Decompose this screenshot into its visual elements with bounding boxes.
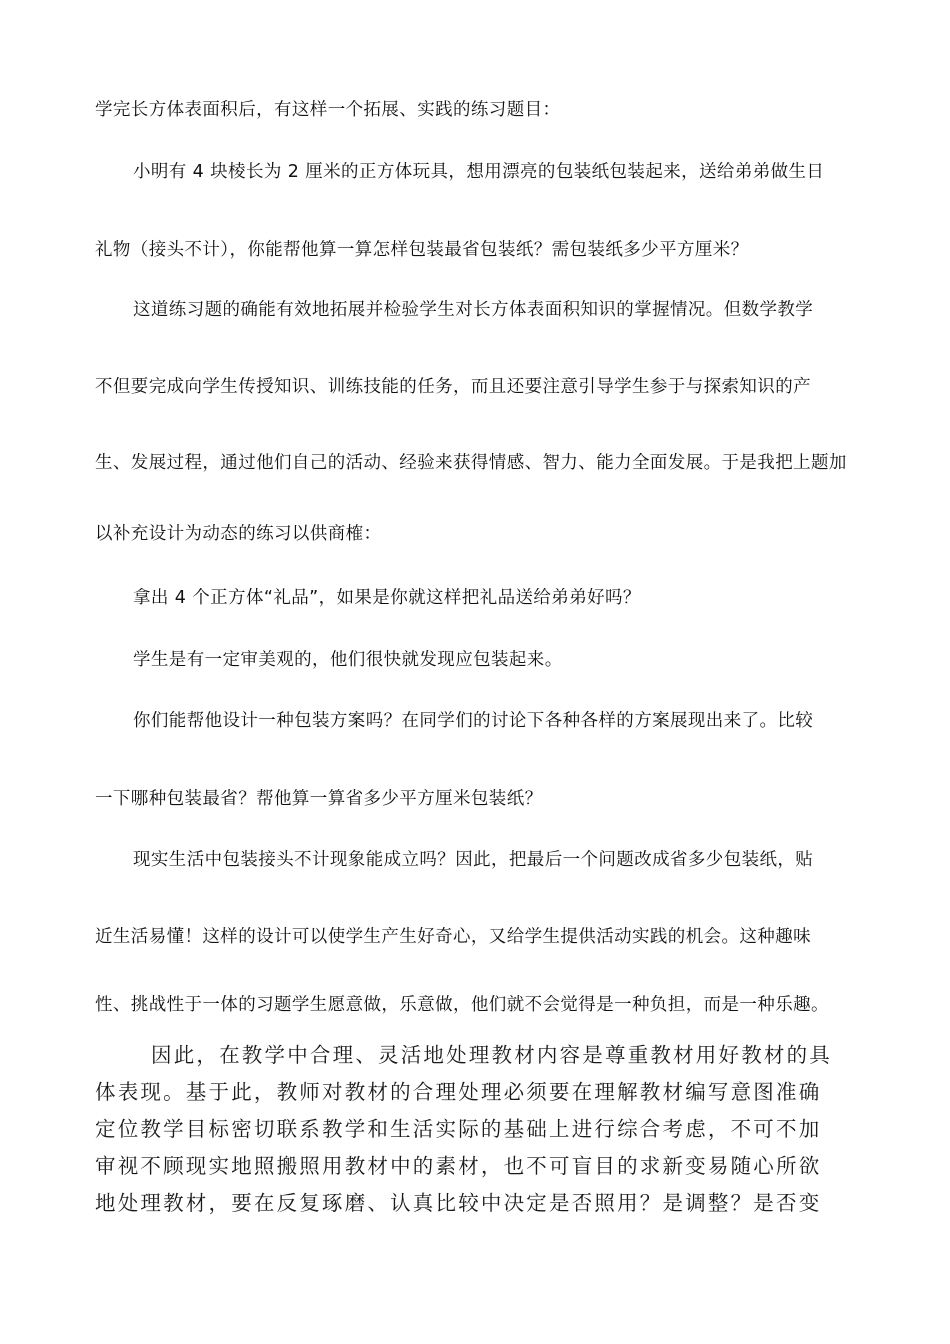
serif-text-line: 定位教学目标密切联系教学和生活实际的基础上进行综合考虑，不可不加: [95, 1117, 822, 1141]
serif-text-line: 体表现。基于此，教师对教材的合理处理必须要在理解教材编写意图准确: [95, 1080, 822, 1104]
text-line: 性、挑战性于一体的习题学生愿意做，乐意做，他们就不会觉得是一种负担，而是一种乐趣。: [95, 995, 829, 1015]
text-line: 不但要完成向学生传授知识、训练技能的任务，而且还要注意引导学生参于与探索知识的产: [95, 377, 811, 397]
text-line: 你们能帮他设计一种包装方案吗？在同学们的讨论下各种各样的方案展现出来了。比较: [133, 711, 814, 731]
text-line: 现实生活中包装接头不计现象能成立吗？因此，把最后一个问题改成省多少包装纸，贴: [133, 850, 814, 870]
text-line: 学完长方体表面积后，有这样一个拓展、实践的练习题目：: [95, 100, 561, 120]
text-line: 礼物（接头不计），你能帮他算一算怎样包装最省包装纸？需包装纸多少平方厘米？: [95, 240, 749, 260]
text-line: 近生活易懂！这样的设计可以使学生产生好奇心，又给学生提供活动实践的机会。这种趣味: [95, 927, 811, 947]
serif-text-line: 审视不顾现实地照搬照用教材中的素材，也不可盲目的求新变易随心所欲: [95, 1154, 822, 1178]
serif-text-line: 地处理教材，要在反复琢磨、认真比较中决定是否照用？是调整？是否变: [95, 1191, 822, 1215]
text-line: 小明有 4 块棱长为 2 厘米的正方体玩具，想用漂亮的包装纸包装起来，送给弟弟做生日: [133, 162, 825, 182]
text-line: 拿出 4 个正方体“礼品”，如果是你就这样把礼品送给弟弟好吗？: [133, 588, 641, 608]
text-line: 这道练习题的确能有效地拓展并检验学生对长方体表面积知识的掌握情况。但数学教学: [133, 300, 814, 320]
serif-text-line: 因此，在教学中合理、灵活地处理教材内容是尊重教材用好教材的具: [151, 1043, 832, 1067]
text-line: 以补充设计为动态的练习以供商榷：: [95, 524, 382, 544]
text-line: 生、发展过程，通过他们自己的活动、经验来获得情感、智力、能力全面发展。于是我把上题加: [95, 453, 847, 473]
text-line: 学生是有一定审美观的，他们很快就发现应包装起来。: [133, 650, 563, 670]
text-line: 一下哪种包装最省？帮他算一算省多少平方厘米包装纸？: [95, 789, 543, 809]
